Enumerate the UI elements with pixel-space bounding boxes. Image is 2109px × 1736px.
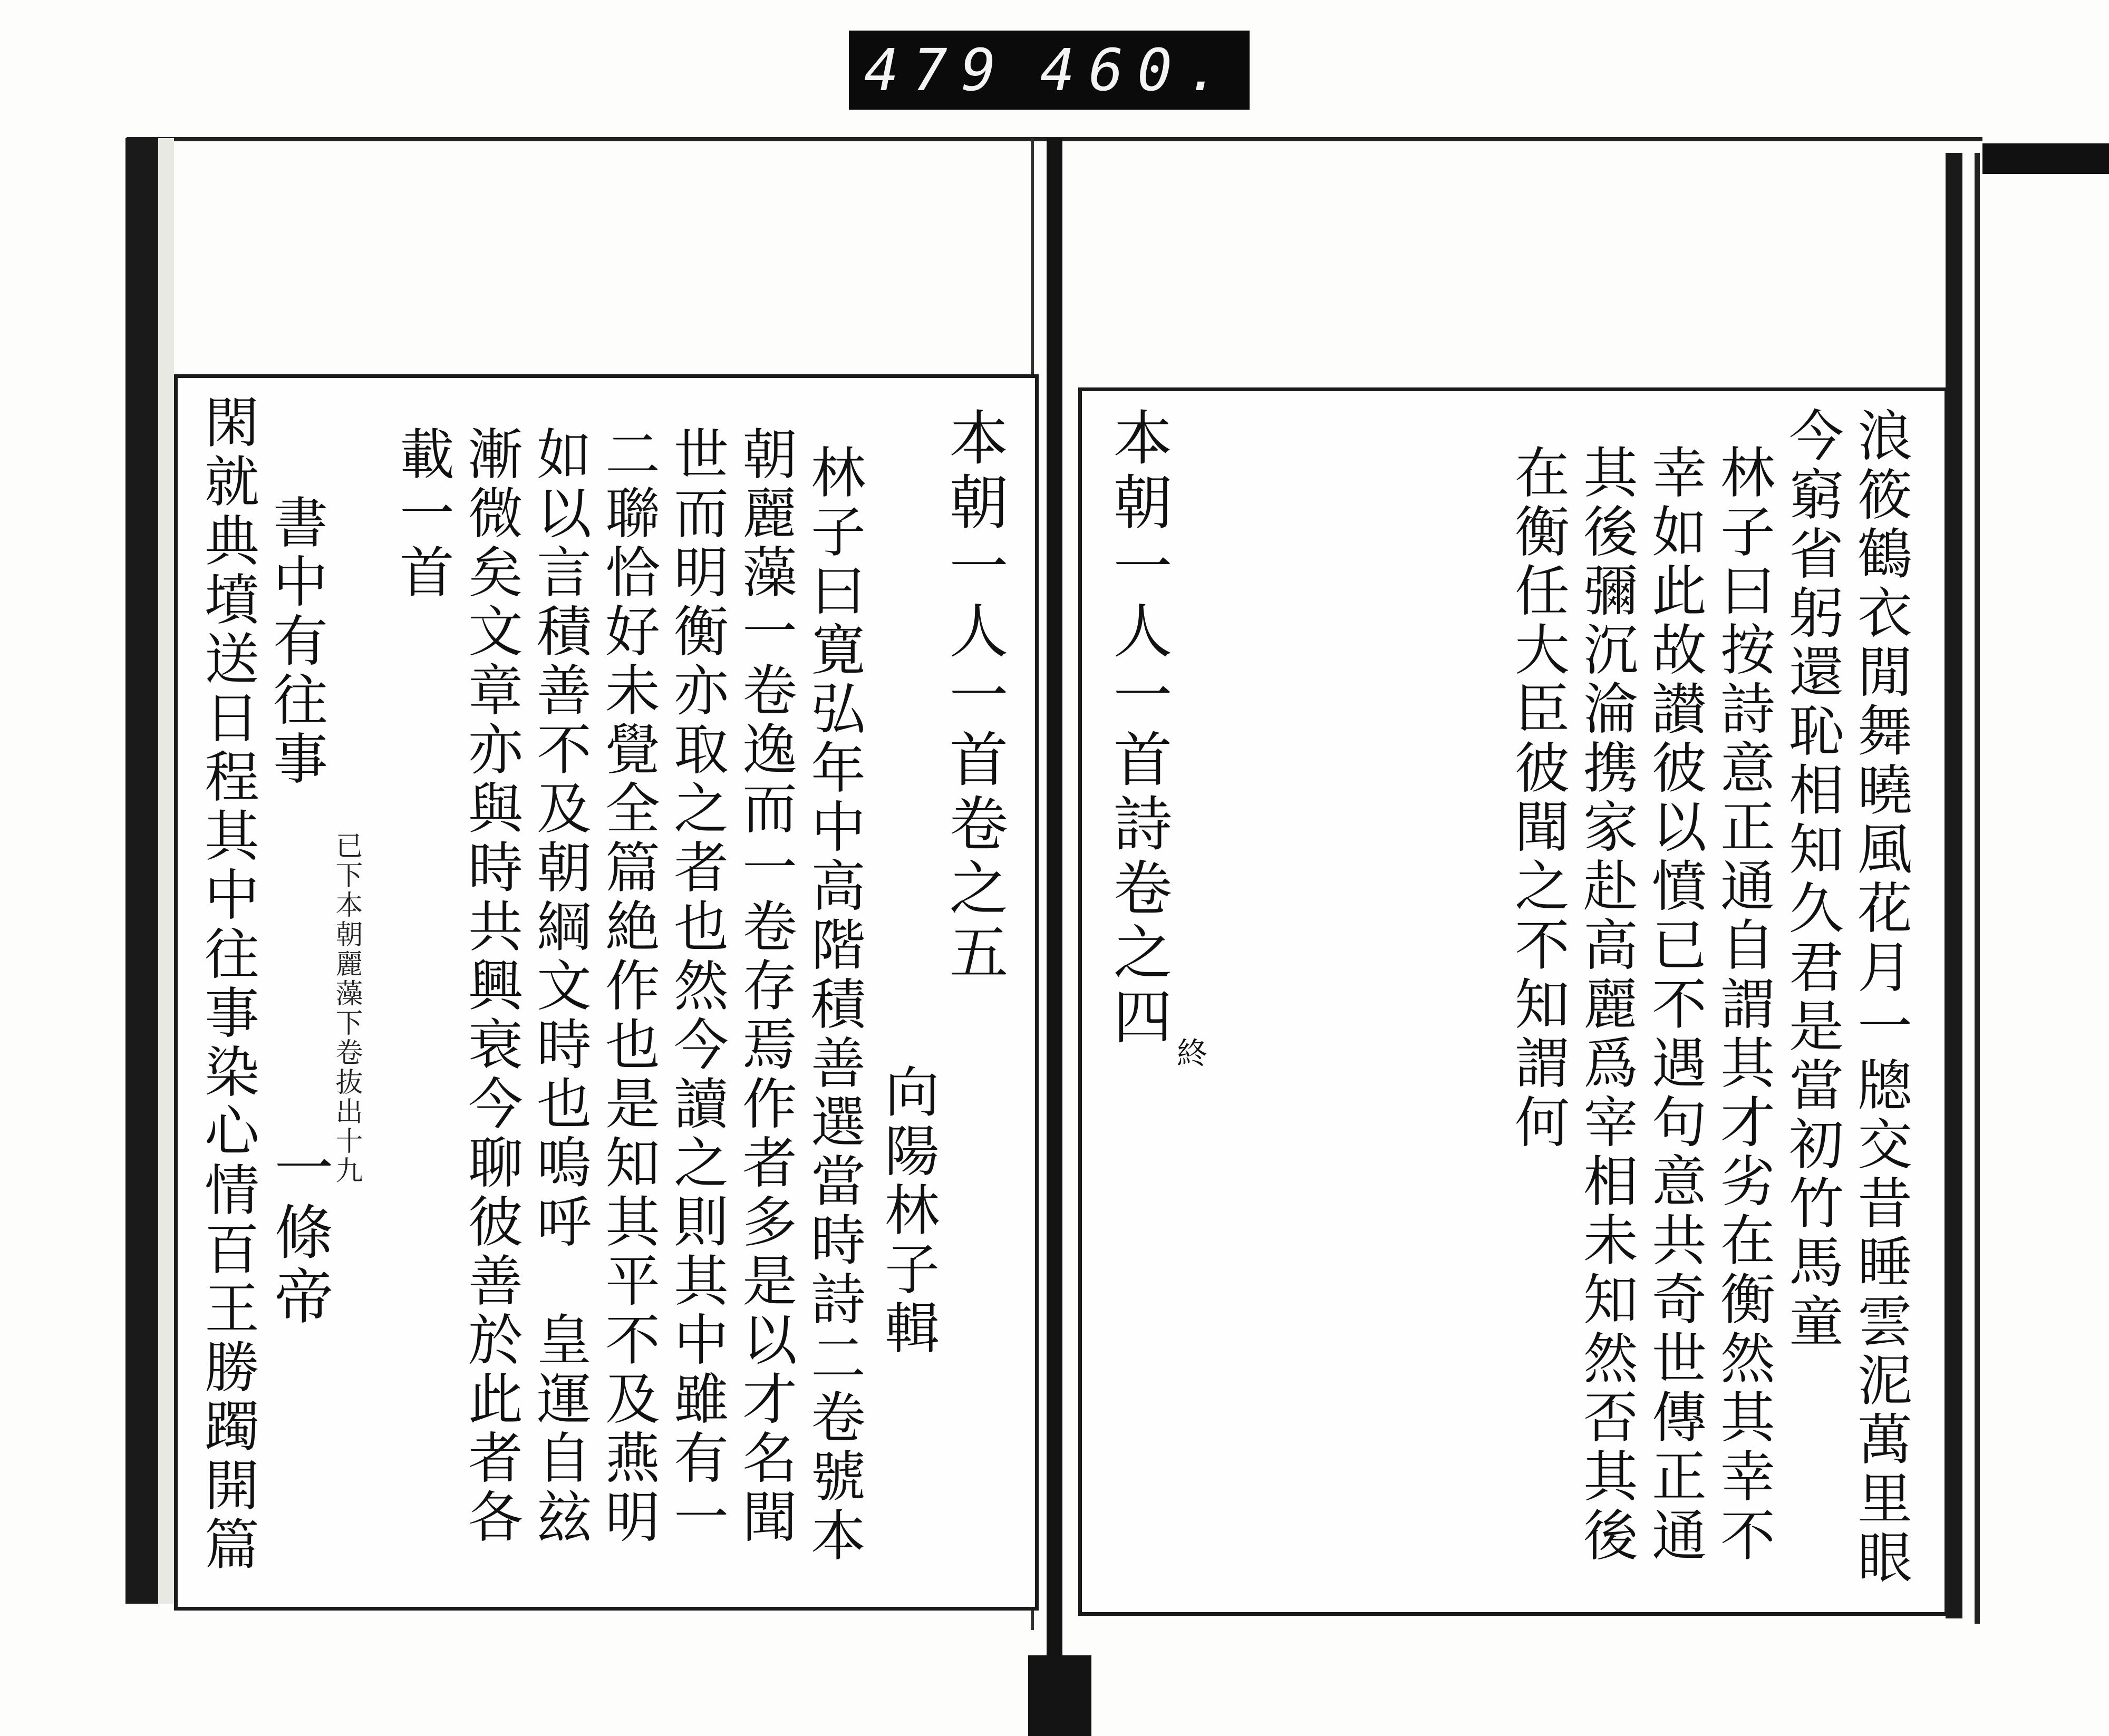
poem-line-2: 今窮省躬還恥相知久君是當初竹馬童 bbox=[1779, 407, 1844, 1352]
right-page-panel bbox=[1078, 387, 1948, 1616]
commentary-column-4: 在衡任大臣彼聞之不知謂何 bbox=[1505, 444, 1570, 1152]
commentary-column-3: 其後彌沉淪携家赴高麗爲宰相未知然否其後 bbox=[1574, 444, 1638, 1566]
poem-column-1: 閑就典墳送日程其中往事染心情百王勝躅開篇 bbox=[195, 394, 259, 1575]
left-page-title: 本朝一人一首卷之五 bbox=[940, 407, 1008, 986]
preface-column-4: 二聯恰好未覺全篇絶作也是知其平不及燕明 bbox=[596, 425, 660, 1547]
preface-column-2: 朝麗藻一卷逸而一卷存焉作者多是以才名聞 bbox=[733, 425, 797, 1547]
right-page-title: 本朝一人一首詩卷之四 bbox=[1104, 407, 1172, 1050]
preface-column-5: 如以言積善不及朝綱文時也嗚呼 皇運自玆 bbox=[527, 425, 592, 1547]
archive-label bbox=[849, 31, 1250, 110]
archive-number-left: 479 bbox=[864, 36, 1010, 104]
left-book-edge-inner bbox=[158, 138, 174, 1604]
left-page-panel bbox=[174, 374, 1039, 1611]
book-gutter bbox=[1047, 138, 1062, 1736]
commentary-column-2: 幸如此故讃彼以憤已不遇句意共奇世傳正通 bbox=[1642, 444, 1707, 1566]
right-edge-tab bbox=[1982, 143, 2109, 174]
preface-column-1: 林子曰寛弘年中高階積善選當時詩二卷號本 bbox=[801, 444, 866, 1566]
right-book-edge-line bbox=[1975, 153, 1980, 1624]
source-note: 已下本朝麗藻下卷抜出十九 bbox=[331, 831, 362, 1186]
preface-column-6: 漸微矣文章亦與時共興衰今聊彼善於此者各 bbox=[459, 425, 523, 1547]
commentary-column-1: 林子曰按詩意正通自謂其才劣在衡然其幸不 bbox=[1711, 444, 1775, 1566]
compiler-name: 向陽林子輯 bbox=[875, 1063, 940, 1359]
preface-column-7: 載一首 bbox=[390, 425, 454, 603]
volume-end-mark: 終 bbox=[1172, 1037, 1207, 1068]
archive-number-right: 460. bbox=[1040, 36, 1235, 104]
preface-column-3: 世而明衡亦取之者也然今讀之則其中雖有一 bbox=[664, 425, 729, 1547]
poem-line-1: 浪筱鶴衣閒舞曉風花月一牕交昔睡雲泥萬里眼 bbox=[1848, 407, 1912, 1588]
poem-author: 一條帝 bbox=[265, 1137, 333, 1330]
gutter-base bbox=[1028, 1655, 1091, 1736]
entry-heading: 書中有往事 bbox=[264, 494, 328, 789]
